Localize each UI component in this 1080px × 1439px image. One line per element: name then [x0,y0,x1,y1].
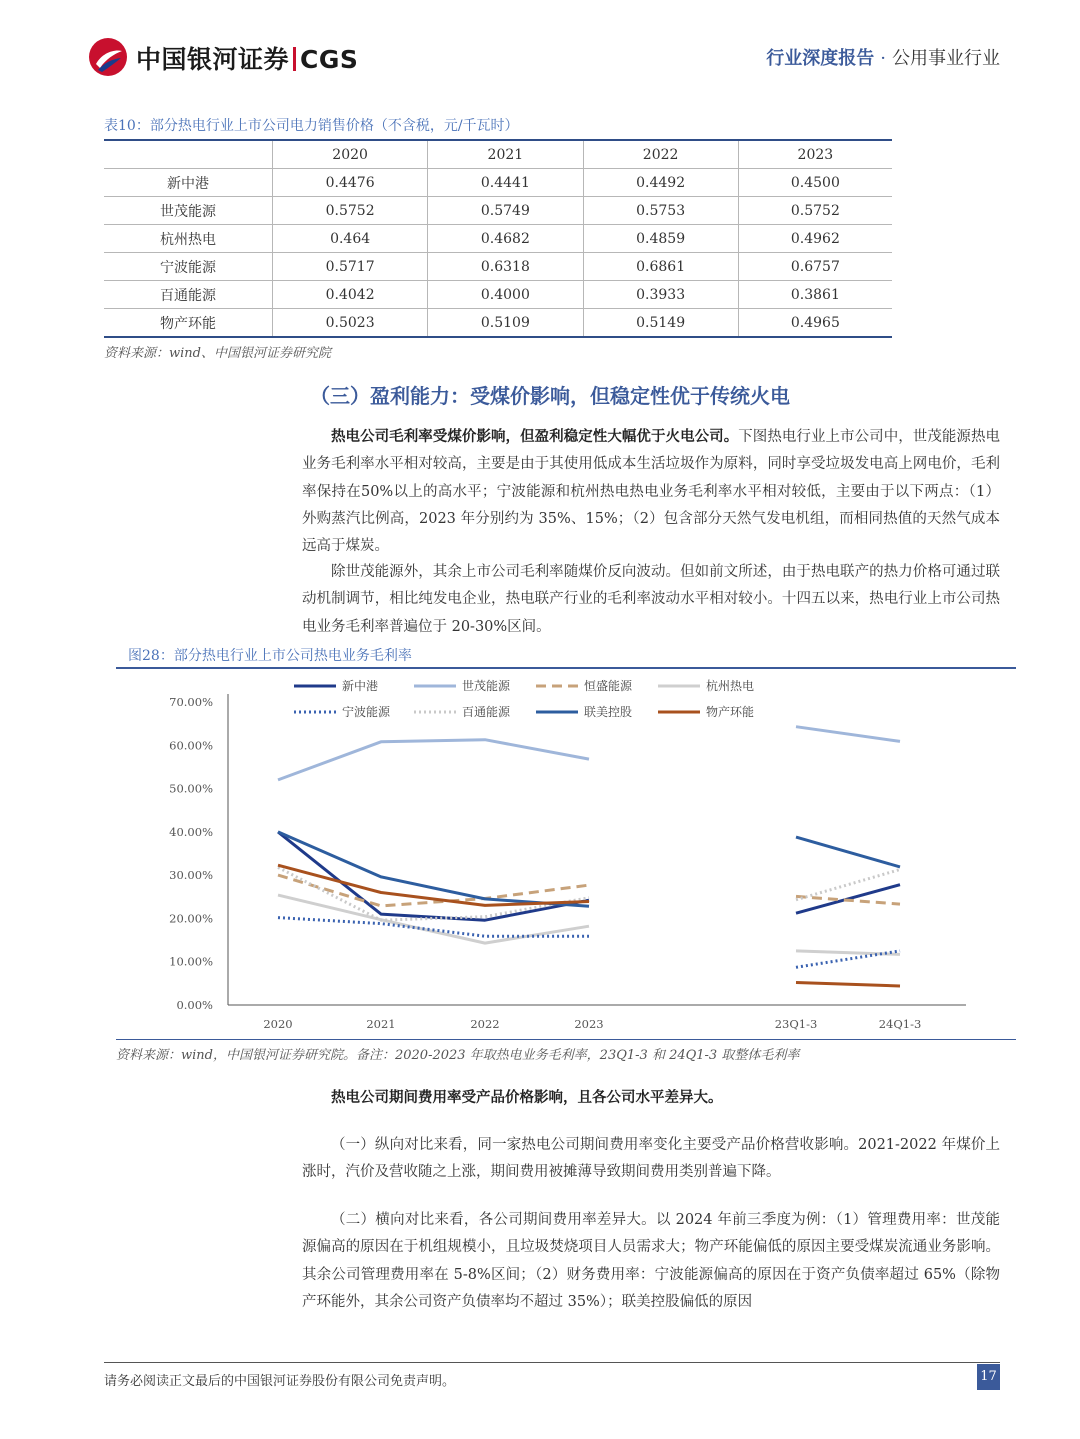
paragraph-3-heading [302,1084,1000,1112]
table-row [104,253,892,281]
value-cell: 0.5752 [273,197,428,225]
brand-name: 中国银河证券 [136,45,290,74]
table-row [104,197,892,225]
series-line [796,983,900,987]
value-cell: 0.4441 [428,169,583,197]
header-dot: · [880,48,886,69]
legend-label: 物产环能 [706,705,755,719]
legend-item [414,678,511,693]
chart-legend [294,678,754,719]
value-cell: 0.4962 [738,225,892,253]
x-tick-label: 2021 [366,1017,396,1031]
y-tick-label: 20.00% [169,911,213,926]
company-cell: 百通能源 [104,281,273,309]
gross-margin-chart [116,669,1016,1039]
footer-rule [104,1362,1000,1363]
company-cell: 物产环能 [104,309,273,338]
value-cell: 0.6318 [428,253,583,281]
company-cell: 世茂能源 [104,197,273,225]
y-tick-label: 70.00% [169,695,213,709]
paragraph-1 [302,423,1000,560]
x-tick-label: 2020 [263,1017,293,1031]
legend-item [658,704,754,719]
series-line [278,740,589,780]
legend-label: 杭州热电 [706,679,755,693]
legend-item [658,678,754,693]
company-cell: 宁波能源 [104,253,273,281]
section-heading: （三）盈利能力：受煤价影响，但稳定性优于传统火电 [310,384,790,408]
brand-logo [88,36,388,78]
paragraph-5: （二）横向对比来看，各公司期间费用率差异大。以 2024 年前三季度为例：（1）管理费用率：世茂能源偏高的原因在于机组规模小，且垃圾焚烧项目人员需求大；物产环能偏低的原因主要受煤炭流通业务影响。其余公司管理费用率在 5-8%区间；（2）财务费用率：宁波能源偏高的原因在于资产负债率超过 65%（除物产环能外，其余公司资产负债率均不超过 35%）；联美控股偏低的原因 [302,1212,1000,1310]
y-tick-label: 40.00% [169,824,213,839]
series-line [796,727,900,742]
brand-separator [293,47,296,71]
page-number: 17 [977,1364,1000,1390]
table-caption: 表10：部分热电行业上市公司电力销售价格（不含税，元/千瓦时） [104,118,519,134]
report-type [766,44,1000,70]
value-cell: 0.4492 [583,169,738,197]
paragraph-3-lead: 热电公司期间费用率受产品价格影响，且各公司水平差异大。 [331,1089,723,1106]
legend-label: 联美控股 [584,705,633,719]
legend-label: 世茂能源 [462,679,511,693]
series-line [278,875,589,906]
y-tick-label: 10.00% [169,954,213,969]
brand-name-en: CGS [300,45,359,74]
value-cell: 0.5749 [428,197,583,225]
chart-axes [169,694,966,1031]
table-header-cell: 2023 [738,140,892,169]
series-2 [278,727,900,780]
value-cell: 0.5109 [428,309,583,338]
y-tick-label: 50.00% [169,781,213,796]
legend-label: 百通能源 [462,705,511,719]
series-line [278,867,589,920]
legend-item [294,704,391,719]
value-cell: 0.3933 [583,281,738,309]
table-row [104,225,892,253]
x-tick-label: 23Q1-3 [774,1017,818,1031]
value-cell: 0.4000 [428,281,583,309]
legend-label: 恒盛能源 [584,679,633,693]
paragraph-lead: 热电公司毛利率受煤价影响，但盈利稳定性大幅优于火电公司。 [331,428,739,445]
value-cell: 0.6861 [583,253,738,281]
series-1 [278,832,900,920]
table-header-cell: 2020 [273,140,428,169]
value-cell: 0.5717 [273,253,428,281]
value-cell: 0.4859 [583,225,738,253]
legend-item [294,678,378,693]
value-cell: 0.3861 [738,281,892,309]
table-header-cell: 2022 [583,140,738,169]
footer-disclaimer: 请务必阅读正文最后的中国银河证券股份有限公司免责声明。 [104,1374,456,1389]
value-cell: 0.5753 [583,197,738,225]
series-8 [278,865,900,986]
chart-series [278,727,900,986]
table-row [104,281,892,309]
value-cell: 0.4965 [738,309,892,338]
value-cell: 0.4500 [738,169,892,197]
series-line [796,837,900,867]
cgs-logo-icon [88,37,128,77]
y-tick-label: 30.00% [169,868,213,883]
value-cell: 0.4476 [273,169,428,197]
series-line [278,865,589,905]
company-cell: 杭州热电 [104,225,273,253]
x-tick-label: 2023 [574,1017,604,1031]
legend-label: 宁波能源 [342,705,391,719]
legend-item [536,678,633,693]
value-cell: 0.5023 [273,309,428,338]
report-type-label: 行业深度报告 [766,48,875,69]
company-cell: 新中港 [104,169,273,197]
figure-bottom-rule [116,1039,1016,1040]
x-tick-label: 2022 [470,1017,500,1031]
value-cell: 0.5149 [583,309,738,338]
table-row [104,309,892,338]
industry-label: 公用事业行业 [892,48,1000,69]
table-header-cell: 2021 [428,140,583,169]
series-line [796,951,900,955]
y-tick-label: 60.00% [169,738,213,753]
value-cell: 0.464 [273,225,428,253]
paragraph-2: 除世茂能源外，其余上市公司毛利率随煤价反向波动。但如前文所述，由于热电联产的热力价格可通过联动机制调节，相比纯发电企业，热电联产行业的毛利率波动水平相对较小。十四五以来，热电行业上市公司热电业务毛利率普遍位于 20-30%区间。 [302,564,1000,635]
table-header-cell [104,140,273,169]
legend-item [536,704,632,719]
table-row [104,169,892,197]
series-6 [278,867,900,920]
table-source: 资料来源：wind、中国银河证券研究院 [104,346,331,361]
table-header-row [104,140,892,169]
paragraph-text: 下图热电行业上市公司中，世茂能源热电业务毛利率水平相对较高，主要是由于其使用低成本生活垃圾作为原料，同时享受垃圾发电高上网电价，毛利率保持在50%以上的高水平；宁波能源和杭州热电热电业务毛利率水平相对较低，主要由于以下两点：（1）外购蒸汽比例高，2023 年分别约为 35%、15%；（2）包含部分天然气发电机组，而相同热值的天然气成本远高于煤炭。 [302,429,1001,555]
figure-source: 资料来源：wind，中国银河证券研究院。备注：2020-2023 年取热电业务毛利率，23Q1-3 和 24Q1-3 取整体毛利率 [116,1048,800,1063]
legend-item [414,704,511,719]
series-line [796,870,900,900]
value-cell: 0.4682 [428,225,583,253]
value-cell: 0.5752 [738,197,892,225]
price-table [104,139,892,338]
series-5 [278,918,900,968]
y-tick-label: 0.00% [176,998,213,1012]
x-tick-label: 24Q1-3 [878,1017,922,1031]
paragraph-4: （一）纵向对比来看，同一家热电公司期间费用率变化主要受产品价格营收影响。2021-2022 年煤价上涨时，汽价及营收随之上涨，期间费用被摊薄导致期间费用类别普遍下降。 [302,1137,1000,1181]
value-cell: 0.6757 [738,253,892,281]
value-cell: 0.4042 [273,281,428,309]
legend-label: 新中港 [342,679,379,693]
figure-caption: 图28：部分热电行业上市公司热电业务毛利率 [128,648,412,664]
